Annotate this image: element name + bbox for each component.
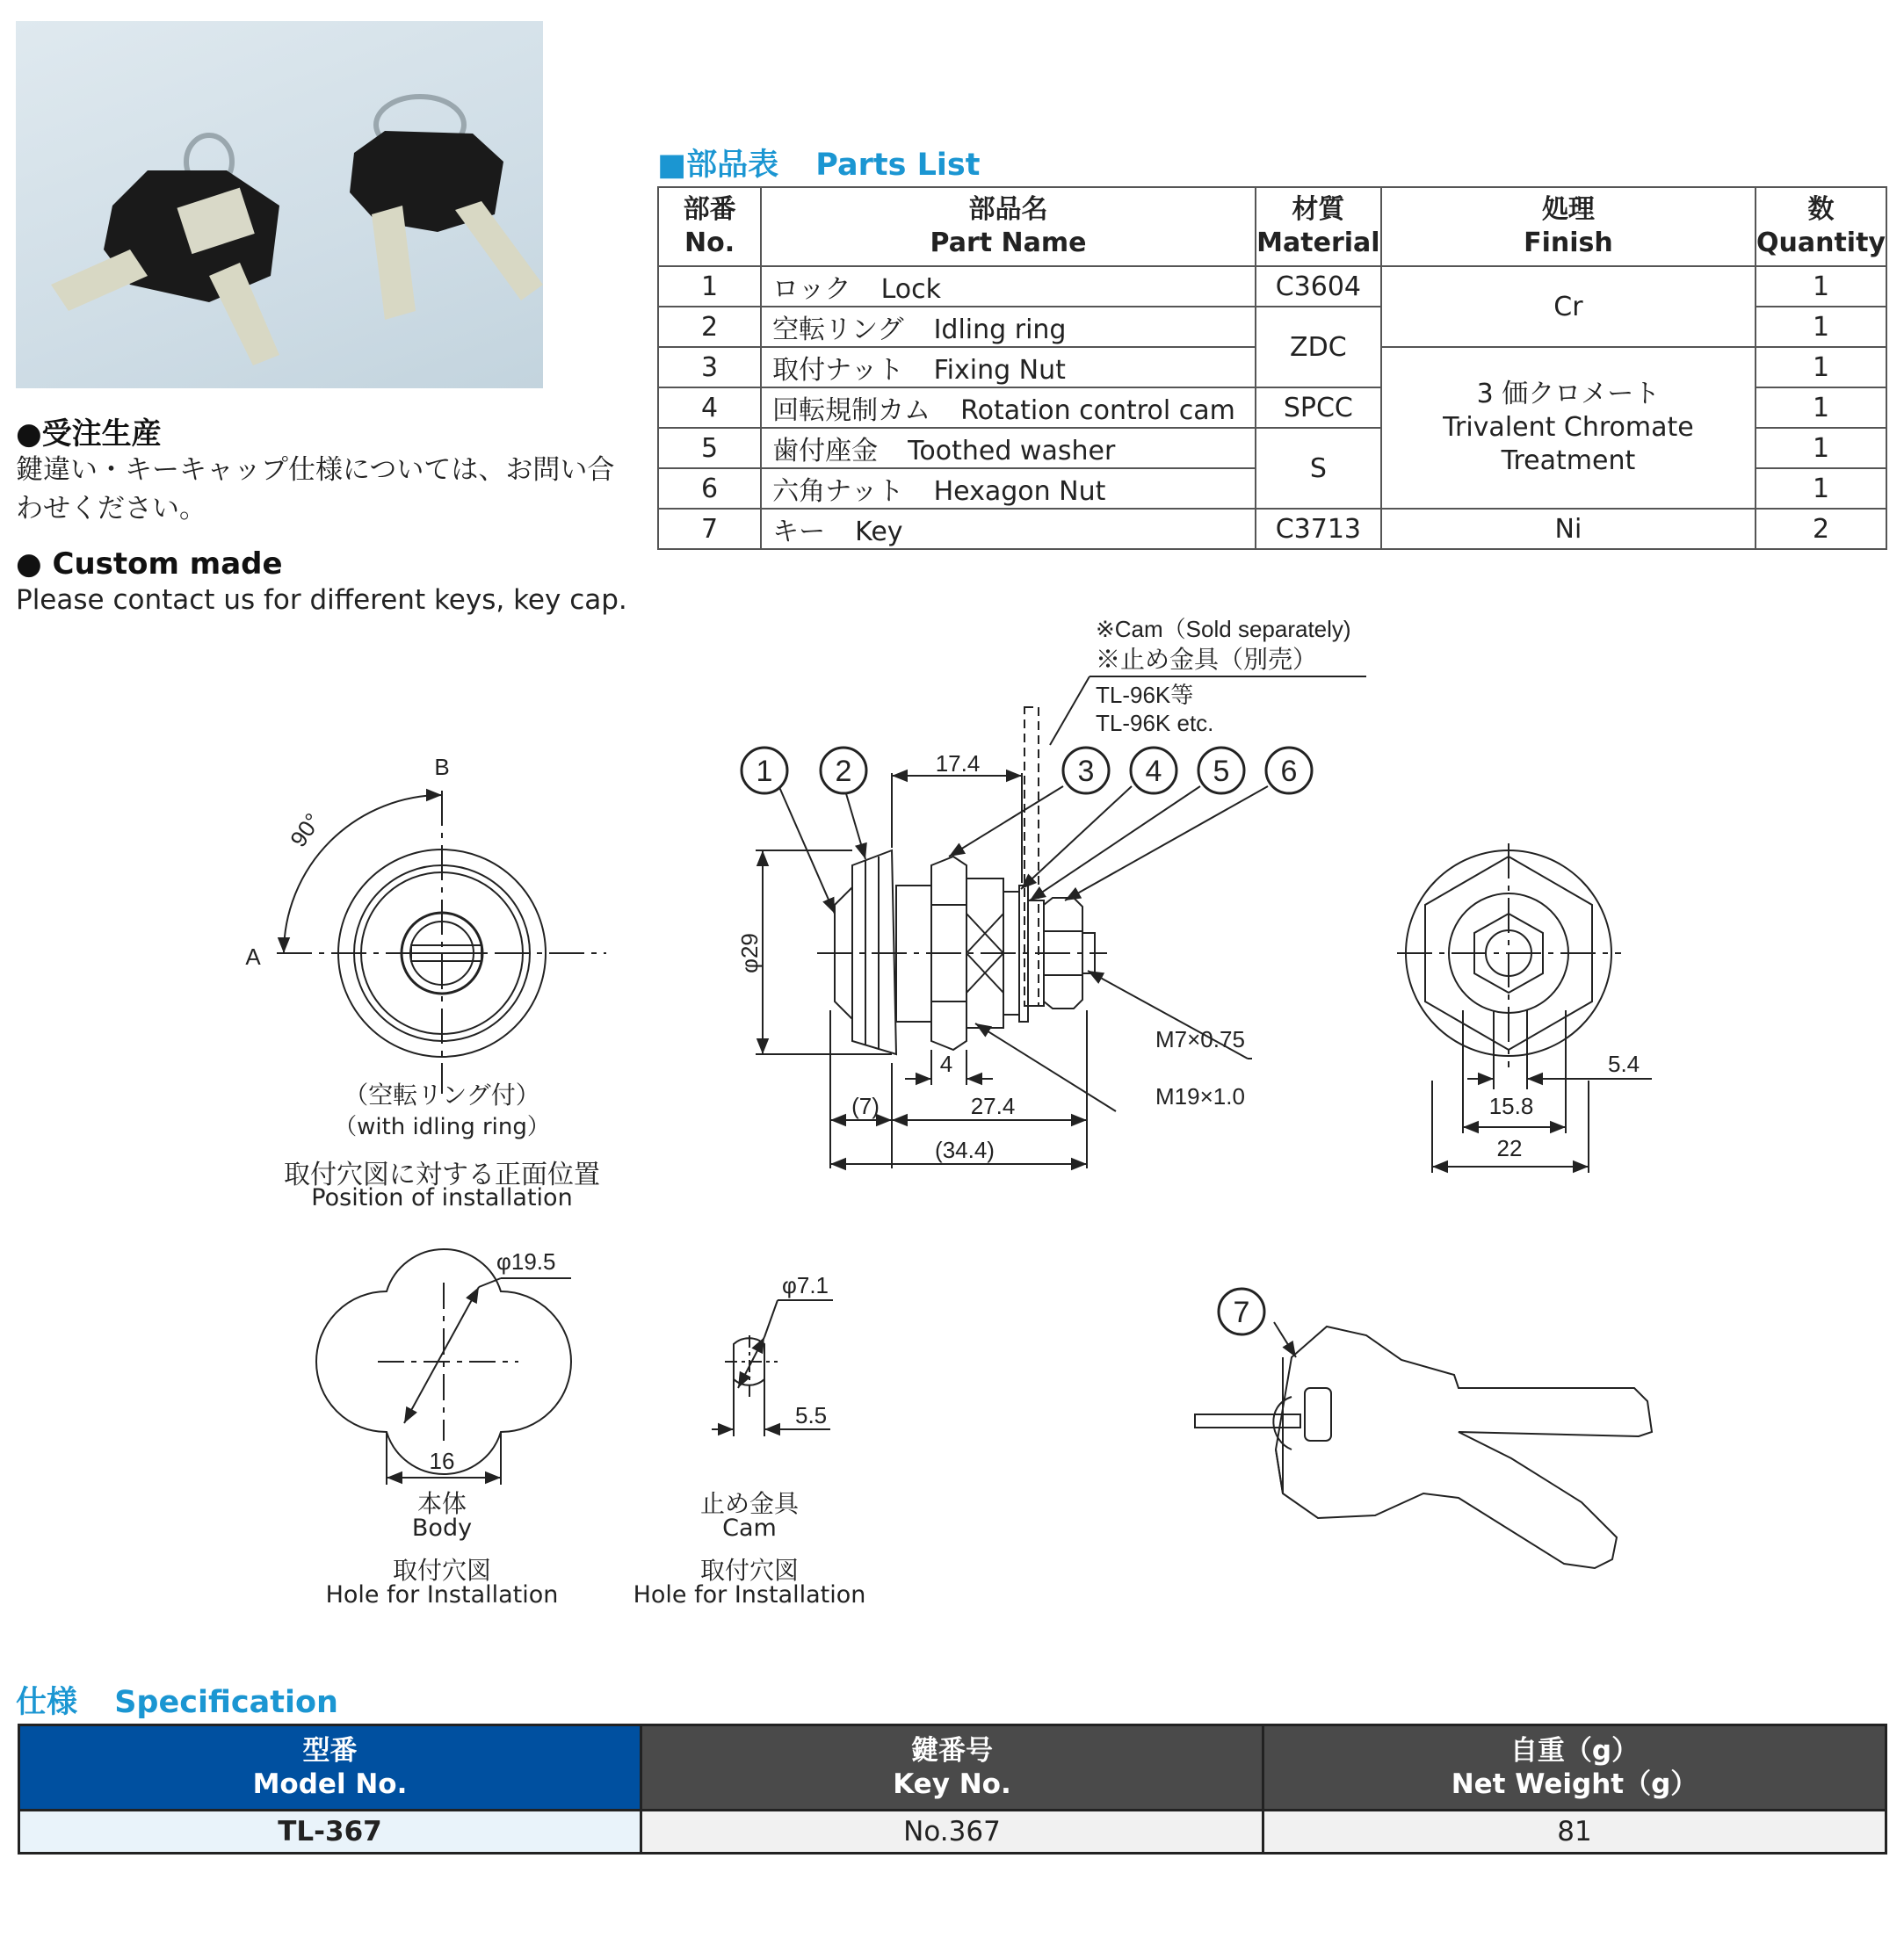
part-no: 1	[658, 266, 761, 307]
dim-phi7-1: φ7.1	[782, 1272, 829, 1298]
part-name-jp: 六角ナット	[772, 476, 904, 507]
part-qty: 1	[1756, 266, 1886, 307]
dim-4: 4	[939, 1051, 953, 1077]
specification-title	[16, 1678, 338, 1722]
front-view	[277, 791, 606, 1094]
header-name-en: Part Name	[930, 228, 1087, 258]
dim-22: 22	[1496, 1135, 1523, 1161]
specification-title-jp: 仕様	[16, 1685, 78, 1720]
note-jp-heading: ●受注生産	[16, 416, 162, 452]
note-jp-text-1: 鍵違い・キーキャップ仕様については、お問い合	[16, 454, 615, 486]
balloon-6-label: 6	[1280, 755, 1298, 788]
balloon-4-label: 4	[1145, 755, 1162, 788]
specification-table	[18, 1724, 1887, 1855]
balloon-7-label: 7	[1233, 1296, 1250, 1329]
parts-list-title-jp: ■部品表	[657, 148, 779, 183]
header-qty-en: Quantity	[1756, 228, 1886, 258]
label-b: B	[434, 754, 450, 780]
body-caption-1: 本体	[416, 1489, 467, 1518]
header-no-jp: 部番	[683, 194, 736, 225]
cam-caption-1: 止め金具	[699, 1489, 799, 1518]
key-drawing	[1195, 1322, 1652, 1568]
header-qty-jp: 数	[1807, 194, 1835, 225]
part-name-jp: 空転リング	[772, 315, 904, 345]
front-caption-2: （with idling ring）	[334, 1114, 550, 1140]
cam-caption-2: Cam	[722, 1515, 777, 1542]
part-name-jp: 歯付座金	[772, 436, 879, 466]
body-caption-3: 取付穴図	[392, 1556, 491, 1585]
part-name-jp: 取付ナット	[772, 355, 904, 386]
balloon-5-label: 5	[1213, 755, 1230, 788]
part-qty: 1	[1756, 347, 1886, 387]
dim-7: (7)	[851, 1093, 880, 1119]
part-qty: 2	[1756, 509, 1886, 549]
spec-header-row	[19, 1725, 1886, 1811]
finish-trivalent-jp: 3 価クロメート	[1476, 379, 1661, 409]
part-material: C3713	[1256, 509, 1381, 549]
dim-m7: M7×0.75	[1155, 1026, 1245, 1052]
cam-note-en: ※Cam（Sold separately)	[1096, 616, 1351, 642]
label-a: A	[245, 944, 261, 970]
balloon-5	[1198, 748, 1244, 793]
part-name-en: Key	[855, 517, 903, 547]
part-material: C3604	[1256, 266, 1381, 307]
header-weight	[1263, 1725, 1886, 1811]
spec-weight: 81	[1263, 1811, 1886, 1854]
front-caption-3: 取付穴図に対する正面位置	[284, 1160, 600, 1190]
finish-trivalent-en: Trivalent Chromate Treatment	[1443, 412, 1694, 476]
tl96k-en: TL-96K etc.	[1096, 710, 1214, 736]
table-row	[19, 1811, 1886, 1854]
part-material: S	[1256, 428, 1381, 509]
part-no: 3	[658, 347, 761, 387]
balloon-1	[742, 748, 787, 793]
balloon-6	[1266, 748, 1312, 793]
part-name-jp: ロック	[772, 274, 851, 305]
cam-caption-3: 取付穴図	[699, 1556, 799, 1585]
note-en-text: Please contact us for different keys, key cap.	[16, 584, 627, 616]
dim-17-4: 17.4	[935, 750, 981, 777]
cam-caption-4: Hole for Installation	[633, 1581, 866, 1609]
part-no: 4	[658, 387, 761, 428]
part-name-jp: キー	[772, 517, 826, 547]
part-qty: 1	[1756, 428, 1886, 468]
part-no: 2	[658, 307, 761, 347]
part-qty: 1	[1756, 307, 1886, 347]
balloon-3	[1063, 748, 1109, 793]
header-finish-en: Finish	[1524, 228, 1613, 258]
spec-model: TL-367	[19, 1811, 641, 1854]
part-no: 6	[658, 468, 761, 509]
balloon-1-label: 1	[756, 755, 773, 788]
part-no: 7	[658, 509, 761, 549]
body-caption-2: Body	[411, 1515, 473, 1542]
balloon-3-label: 3	[1077, 755, 1095, 788]
header-weight-jp: 自重（g）	[1509, 1735, 1640, 1767]
dim-16: 16	[429, 1448, 455, 1474]
header-key-en: Key No.	[893, 1768, 1011, 1800]
balloon-4	[1131, 748, 1176, 793]
part-name-jp: 回転規制カム	[772, 395, 931, 426]
note-en-heading: ● Custom made	[16, 546, 283, 582]
specification-title-en: Specification	[114, 1685, 338, 1720]
cam-note-jp: ※止め金具（別売）	[1096, 646, 1318, 673]
header-key-jp: 鍵番号	[910, 1735, 993, 1767]
dim-15-8: 15.8	[1488, 1093, 1534, 1119]
header-finish-jp: 処理	[1541, 194, 1595, 225]
dim-angle: 90°	[285, 808, 327, 852]
header-no-en: No.	[684, 228, 735, 258]
part-finish-cr: Cr	[1381, 266, 1756, 347]
part-material: ZDC	[1256, 307, 1381, 387]
header-name-jp: 部品名	[968, 194, 1048, 225]
front-caption-1: （空転リング付）	[344, 1081, 540, 1110]
header-material-en: Material	[1256, 228, 1380, 258]
header-material-jp: 材質	[1292, 194, 1345, 225]
header-model-en: Model No.	[252, 1768, 408, 1800]
balloon-2-label: 2	[835, 755, 852, 788]
part-no: 5	[658, 428, 761, 468]
part-name-en: Hexagon Nut	[933, 476, 1106, 507]
part-qty: 1	[1756, 387, 1886, 428]
part-finish: Ni	[1381, 509, 1756, 549]
parts-list-title-en: Parts List	[815, 148, 981, 183]
dim-27-4: 27.4	[970, 1093, 1016, 1119]
front-caption-4: Position of installation	[311, 1184, 573, 1211]
dim-5-5: 5.5	[795, 1402, 828, 1428]
header-key	[641, 1725, 1263, 1811]
dim-5-4: 5.4	[1608, 1051, 1640, 1077]
body-caption-4: Hole for Installation	[325, 1581, 559, 1609]
part-qty: 1	[1756, 468, 1886, 509]
spec-key: No.367	[641, 1811, 1263, 1854]
rear-view	[1397, 843, 1652, 1173]
dim-phi19-5: φ19.5	[496, 1248, 556, 1275]
header-weight-en: Net Weight（g）	[1451, 1768, 1698, 1800]
balloon-7	[1219, 1289, 1264, 1334]
part-name-en: Lock	[880, 274, 941, 305]
balloon-2	[821, 748, 866, 793]
part-name-en: Toothed washer	[908, 436, 1116, 466]
part-material: SPCC	[1256, 387, 1381, 428]
dim-phi29: φ29	[736, 933, 763, 973]
note-jp-text-2: わせください。	[16, 493, 206, 524]
part-name-en: Idling ring	[933, 315, 1067, 345]
dim-34-4: (34.4)	[935, 1137, 995, 1163]
dim-m19: M19×1.0	[1155, 1083, 1245, 1110]
header-model-jp: 型番	[302, 1735, 358, 1767]
part-name-en: Rotation control cam	[960, 395, 1235, 426]
tl96k-jp: TL-96K等	[1096, 682, 1194, 708]
part-name-en: Fixing Nut	[933, 355, 1066, 386]
header-model	[19, 1725, 641, 1811]
